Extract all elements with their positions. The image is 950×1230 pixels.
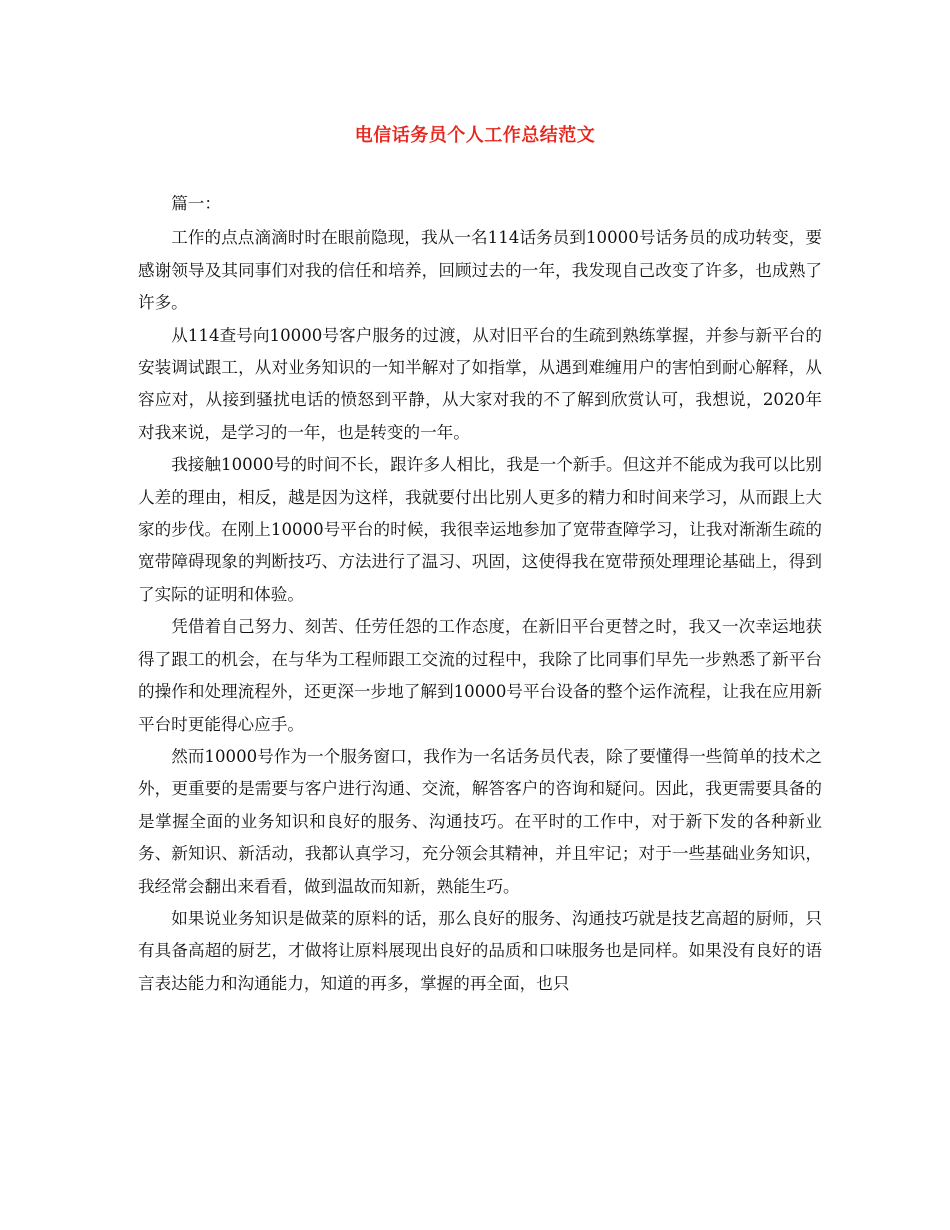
document-body <box>138 188 822 1000</box>
paragraph-4: 凭借着自己努力、刻苦、任劳任怨的工作态度，在新旧平台更替之时，我又一次幸运地获得了跟工的机会，在与华为工程师跟工交流的过程中，我除了比同事们早先一步熟悉了新平台的操作和处理流程外，还更深一步地了解到10000号平台设备的整个运作流程，让我在应用新平台时更能得心应手。 <box>138 617 822 734</box>
paragraph-5: 然而10000号作为一个服务窗口，我作为一名话务员代表，除了要懂得一些简单的技术之外，更重要的是需要与客户进行沟通、交流，解答客户的咨询和疑问。因此，我更需要具备的是掌握全面的业务知识和良好的服务、沟通技巧。在平时的工作中，对于新下发的各种新业务、新知识、新活动，我都认真学习，充分领会其精神，并且牢记；对于一些基础业务知识，我经常会翻出来看看，做到温故而知新，熟能生巧。 <box>138 746 822 896</box>
paragraph-6: 如果说业务知识是做菜的原料的话，那么良好的服务、沟通技巧就是技艺高超的厨师，只有具备高超的厨艺，才做将让原料展现出良好的品质和口味服务也是同样。如果没有良好的语言表达能力和沟通能力，知道的再多，掌握的再全面，也只 <box>138 908 822 993</box>
paragraph-2: 从114查号向10000号客户服务的过渡，从对旧平台的生疏到熟练掌握，并参与新平台的安装调试跟工，从对业务知识的一知半解对了如指掌，从遇到难缠用户的害怕到耐心解释，从容应对，从接到骚扰电话的愤怒到平静，从大家对我的不了解到欣赏认可，我想说，2020年对我来说，是学习的一年，也是转变的一年。 <box>138 325 822 442</box>
paragraph-1: 工作的点点滴滴时时在眼前隐现，我从一名114话务员到10000号话务员的成功转变，要感谢领导及其同事们对我的信任和培养，回顾过去的一年，我发现自己改变了许多，也成熟了许多。 <box>138 228 822 313</box>
paragraph-3: 我接触10000号的时间不长，跟许多人相比，我是一个新手。但这并不能成为我可以比别人差的理由，相反，越是因为这样，我就要付出比别人更多的精力和时间来学习，从而跟上大家的步伐。在刚上10000号平台的时候，我很幸运地参加了宽带查障学习，让我对渐渐生疏的宽带障碍现象的判断技巧、方法进行了温习、巩固，这使得我在宽带预处理理论基础上，得到了实际的证明和体验。 <box>138 455 822 604</box>
document-title: 电信话务员个人工作总结范文 <box>354 125 596 146</box>
section-heading: 篇一： <box>171 194 221 213</box>
